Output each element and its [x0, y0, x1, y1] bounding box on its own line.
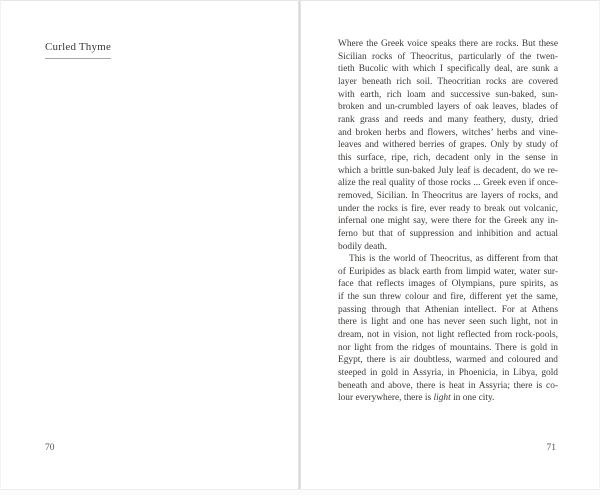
text-line: and broken herbs and flowers, witches’ herbs and vine- [338, 127, 558, 138]
text-line: rank grass and reeds and many feathery, dusty, dried [338, 114, 558, 125]
text-line [338, 392, 558, 405]
right-page [301, 1, 599, 489]
text-line: ferno but that of suppression and inhibition and actual [338, 228, 558, 239]
text-line: which a brittle sun-baked July leaf is decadent, do we re- [338, 165, 558, 176]
body-text [338, 38, 558, 405]
running-header-label: Curled Thyme [45, 41, 112, 53]
text-line: if the sun threw colour and fire, different yet the same, [338, 292, 558, 303]
paragraph [338, 38, 558, 253]
text-line: layer beneath rich soil. Theocritian rocks are covered [338, 76, 558, 87]
text-line: leaves and withered berries of grapes. Only by study of [338, 140, 558, 151]
text-line: removed, Sicilian. In Theocritus are layers of rocks, and [338, 190, 558, 201]
text-line: under the rocks is fire, ever ready to break out volcanic, [338, 203, 558, 214]
text-line: This is the world of Theocritus, as different from that [349, 254, 558, 265]
text-line: this surface, ripe, rich, decadent only in the sense in [338, 152, 558, 163]
text-line: broken and un-crumbled layers of oak leaves, blades of [338, 102, 558, 113]
text-line: Sicilian rocks of Theocritus, particularly of the twen- [338, 51, 558, 62]
text-segment: in one city. [450, 393, 495, 404]
text-line: there is light and one has never seen such light, not in [338, 317, 558, 328]
text-line: infernal one might say, were there for the Greek any in- [338, 216, 558, 227]
text-line: face that reflects images of Olympians, pure spirits, as [338, 279, 558, 290]
text-segment: lour everywhere, there is [338, 393, 434, 404]
text-line: bodily death. [338, 241, 387, 252]
left-page [1, 1, 298, 489]
text-line: tieth Bucolic with which I specifically deal, are sunk a [338, 64, 558, 75]
page-edge-shadow [0, 490, 600, 495]
text-line: alize the real quality of those rocks ... Greek even if once- [338, 178, 558, 189]
text-line: with earth, rich loam and successive sun-baked, sun- [338, 89, 558, 100]
running-header [45, 41, 111, 59]
italic-word: light [433, 393, 451, 404]
page-number-left: 70 [45, 443, 55, 453]
text-line: steeped in gold in Assyria, in Phoenicia, in Libya, gold [338, 368, 558, 379]
text-line: beneath and above, there is heat in Assyria; there is co- [338, 380, 558, 391]
text-line: passing through that Athenian intellect. For at Athens [338, 304, 558, 315]
text-line: nor light from the ridges of mountains. There is gold in [338, 342, 558, 353]
text-line: dream, not in vision, not light reflected from rock-pools, [338, 330, 558, 341]
paragraph [338, 253, 558, 405]
page-number-right: 71 [546, 443, 556, 453]
text-line: Egypt, there is air doubtless, warmed and coloured and [338, 355, 558, 366]
text-line: Where the Greek voice speaks there are rocks. But these [338, 39, 558, 49]
text-line: of Euripides as black earth from limpid water, water sur- [338, 266, 558, 277]
